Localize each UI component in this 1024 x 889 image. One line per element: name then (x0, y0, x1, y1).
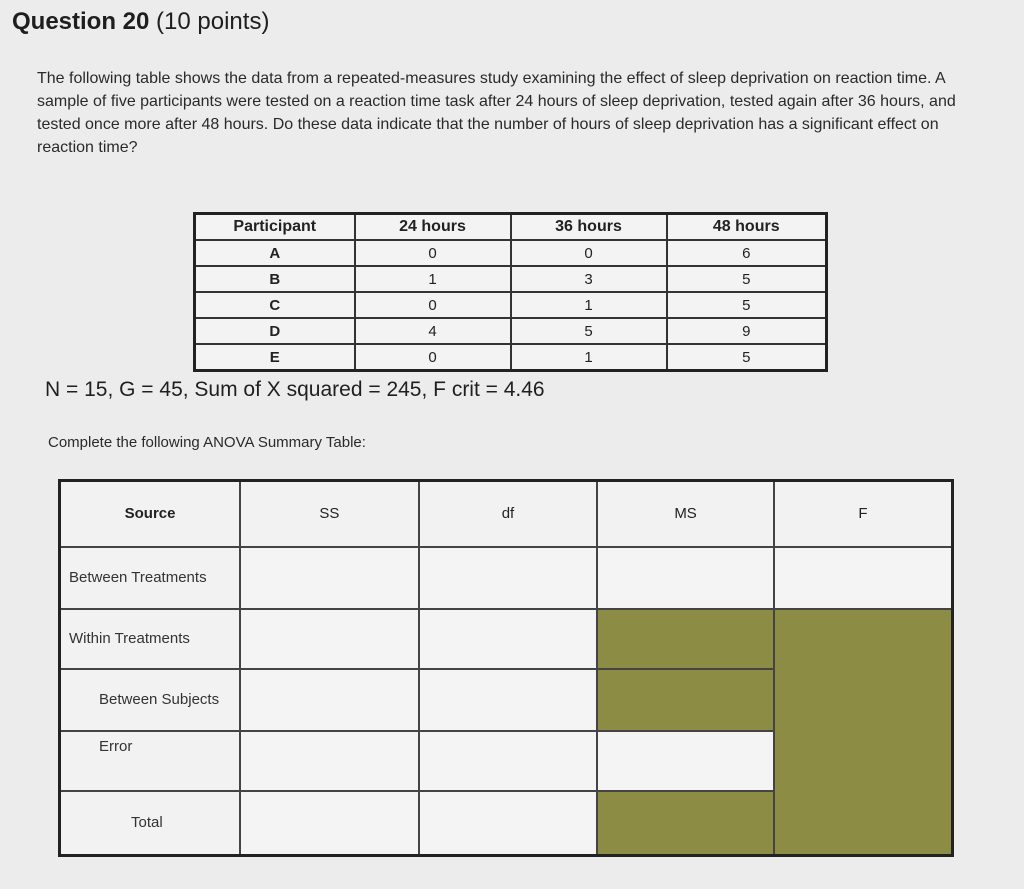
shaded-cell (597, 609, 774, 669)
value-cell: 5 (667, 292, 827, 318)
ms-input-cell[interactable] (597, 731, 774, 791)
participant-cell: E (195, 344, 355, 371)
ss-input-cell[interactable] (240, 547, 419, 609)
value-cell: 9 (667, 318, 827, 344)
data-table-header-row (195, 214, 827, 241)
header-ms: MS (597, 481, 774, 547)
source-label: Total (60, 791, 241, 855)
header-source: Source (60, 481, 241, 547)
value-cell: 0 (355, 344, 511, 371)
source-label: Within Treatments (60, 609, 241, 669)
anova-row-within-treatments (60, 609, 953, 669)
df-input-cell[interactable] (419, 547, 598, 609)
data-table (193, 212, 828, 372)
value-cell: 0 (511, 240, 667, 266)
ss-input-cell[interactable] (240, 731, 419, 791)
header-df: df (419, 481, 598, 547)
df-input-cell[interactable] (419, 609, 598, 669)
f-input-cell[interactable] (774, 547, 953, 609)
header-48-hours: 48 hours (667, 214, 827, 241)
df-input-cell[interactable] (419, 669, 598, 731)
df-input-cell[interactable] (419, 791, 598, 855)
ss-input-cell[interactable] (240, 791, 419, 855)
value-cell: 6 (667, 240, 827, 266)
table-row (195, 344, 827, 371)
summary-statistics: N = 15, G = 45, Sum of X squared = 245, F crit = 4.46 (45, 378, 545, 401)
ss-input-cell[interactable] (240, 669, 419, 731)
participant-cell: B (195, 266, 355, 292)
shaded-cell (597, 669, 774, 731)
header-f: F (774, 481, 953, 547)
table-row (195, 240, 827, 266)
anova-summary-table (58, 479, 954, 857)
anova-row-between-treatments (60, 547, 953, 609)
shaded-cell (597, 791, 774, 855)
source-label: Between Treatments (60, 547, 241, 609)
header-36-hours: 36 hours (511, 214, 667, 241)
anova-header-row (60, 481, 953, 547)
value-cell: 1 (511, 292, 667, 318)
value-cell: 3 (511, 266, 667, 292)
value-cell: 5 (667, 266, 827, 292)
source-label: Between Subjects (60, 669, 241, 731)
value-cell: 1 (355, 266, 511, 292)
table-row (195, 292, 827, 318)
ms-input-cell[interactable] (597, 547, 774, 609)
value-cell: 5 (667, 344, 827, 371)
df-input-cell[interactable] (419, 731, 598, 791)
header-ss: SS (240, 481, 419, 547)
value-cell: 1 (511, 344, 667, 371)
header-participant: Participant (195, 214, 355, 241)
participant-cell: C (195, 292, 355, 318)
value-cell: 0 (355, 292, 511, 318)
anova-instruction: Complete the following ANOVA Summary Table: (48, 434, 366, 451)
question-title (12, 8, 269, 36)
question-number: Question 20 (12, 8, 150, 35)
ss-input-cell[interactable] (240, 609, 419, 669)
value-cell: 5 (511, 318, 667, 344)
participant-cell: D (195, 318, 355, 344)
header-24-hours: 24 hours (355, 214, 511, 241)
participant-cell: A (195, 240, 355, 266)
table-row (195, 266, 827, 292)
question-points: (10 points) (156, 8, 270, 35)
value-cell: 4 (355, 318, 511, 344)
question-prompt: The following table shows the data from a repeated-measures study examining the effect of sleep deprivation on reaction time. A sample of five participants were tested on a reaction time task after 24 hours of sleep deprivation, tested again after 36 hours, and tested once more after 48 hours. Do these data indicate that the number of hours of sleep deprivation has a significant effect on reaction time? (37, 70, 956, 156)
shaded-cell (774, 609, 953, 856)
source-label: Error (60, 731, 241, 791)
table-row (195, 318, 827, 344)
value-cell: 0 (355, 240, 511, 266)
